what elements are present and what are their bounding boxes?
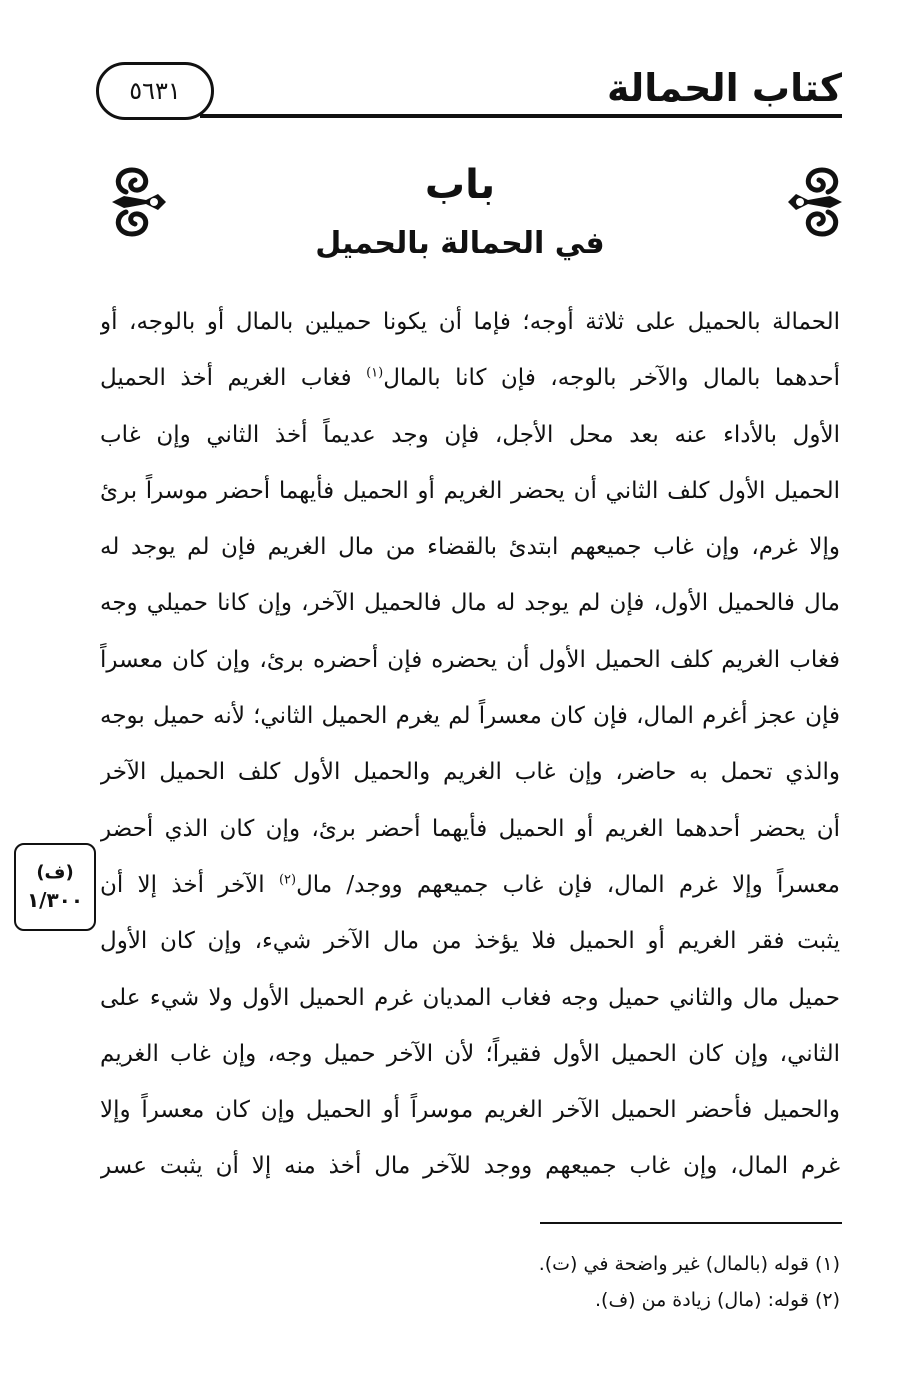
body-line: وإلا غرم، وإن غاب جميعهم ابتدئ بالقضاء من مال الغريم فإن لم يوجد له	[100, 534, 840, 561]
body-line	[100, 350, 840, 406]
footnote-marker: (٢)	[278, 872, 297, 888]
body-line-segment: أحدهما بالمال والآخر بالوجه، فإن كانا بالمال	[383, 365, 840, 392]
body-text	[100, 294, 840, 1195]
body-line: الحمالة بالحميل على ثلاثة أوجه؛ فإما أن يكونا حميلين بالمال أو بالوجه، أو	[100, 309, 840, 335]
margin-note-folio: ١/٣٠٠	[26, 888, 84, 912]
body-line-segment: معسراً وإلا غرم المال، فإن غاب جميعهم ووجد/ مال	[296, 871, 840, 898]
body-line: فإن عجز أغرم المال، فإن كان معسراً لم يغرم الحميل الثاني؛ لأنه حميل بوجه	[100, 703, 840, 730]
body-line: غرم المال، وإن غاب جميعهم ووجد للآخر مال أخذ منه إلا أن يثبت عسر	[100, 1153, 840, 1180]
header-rule	[200, 114, 842, 118]
body-line: الثاني، وإن كان الحميل الأول فقيراً؛ لأن الآخر حميل وجه، وإن غاب الغريم	[100, 1040, 840, 1067]
body-line: فغاب الغريم كلف الحميل الأول أن يحضره فإن أحضره برئ، وإن كان معسراً	[100, 646, 840, 673]
manuscript-margin-note	[14, 843, 96, 931]
footnotes	[140, 1246, 840, 1318]
book-title: كتاب الحمالة	[606, 66, 842, 110]
footnote: (٢) قوله: (مال) زيادة من (ف).	[595, 1289, 840, 1311]
body-line: حميل مال والثاني حميل وجه فغاب المديان غرم الحميل الأول ولا شيء على	[100, 984, 840, 1011]
body-line-segment: فغاب الغريم أخذ الحميل	[100, 365, 367, 392]
body-line: والحميل فأحضر الحميل الآخر الغريم موسراً أو الحميل وإن كان معسراً وإلا	[100, 1097, 840, 1124]
body-line: يثبت فقر الغريم أو الحميل فلا يؤخذ من مال الآخر شيء، وإن كان الأول	[100, 928, 840, 955]
page-number-frame	[96, 62, 214, 120]
chapter-title: باب	[424, 162, 496, 208]
body-line	[100, 857, 840, 913]
body-line: الحميل الأول كلف الثاني أن يحضر الغريم أو الحميل فأيهما أحضر موسراً برئ	[100, 477, 840, 504]
body-line: مال فالحميل الأول، فإن لم يوجد له مال فالحميل الآخر، وإن كانا حميلي وجه	[100, 590, 840, 617]
body-line: الأول بالأداء عنه بعد محل الأجل، فإن وجد عديماً أخذ الثاني وإن غاب	[100, 421, 840, 448]
footnote: (١) قوله (بالمال) غير واضحة في (ت).	[538, 1253, 840, 1275]
footnote-divider	[540, 1222, 842, 1224]
footnote-marker: (١)	[366, 365, 384, 381]
chapter-subtitle: في الحمالة بالحميل	[315, 226, 605, 261]
page-number: ٥٦٣١	[129, 77, 181, 105]
body-line-segment: الآخر أخذ إلا أن	[100, 871, 279, 898]
body-line: أن يحضر أحدهما الغريم أو الحميل فأيهما أحضر برئ، وإن كان الذي أحضر	[100, 815, 840, 842]
body-line: والذي تحمل به حاضر، وإن غاب الغريم والحميل الأول كلف الحميل الآخر	[100, 759, 840, 786]
margin-note-source: (ف)	[36, 862, 74, 883]
